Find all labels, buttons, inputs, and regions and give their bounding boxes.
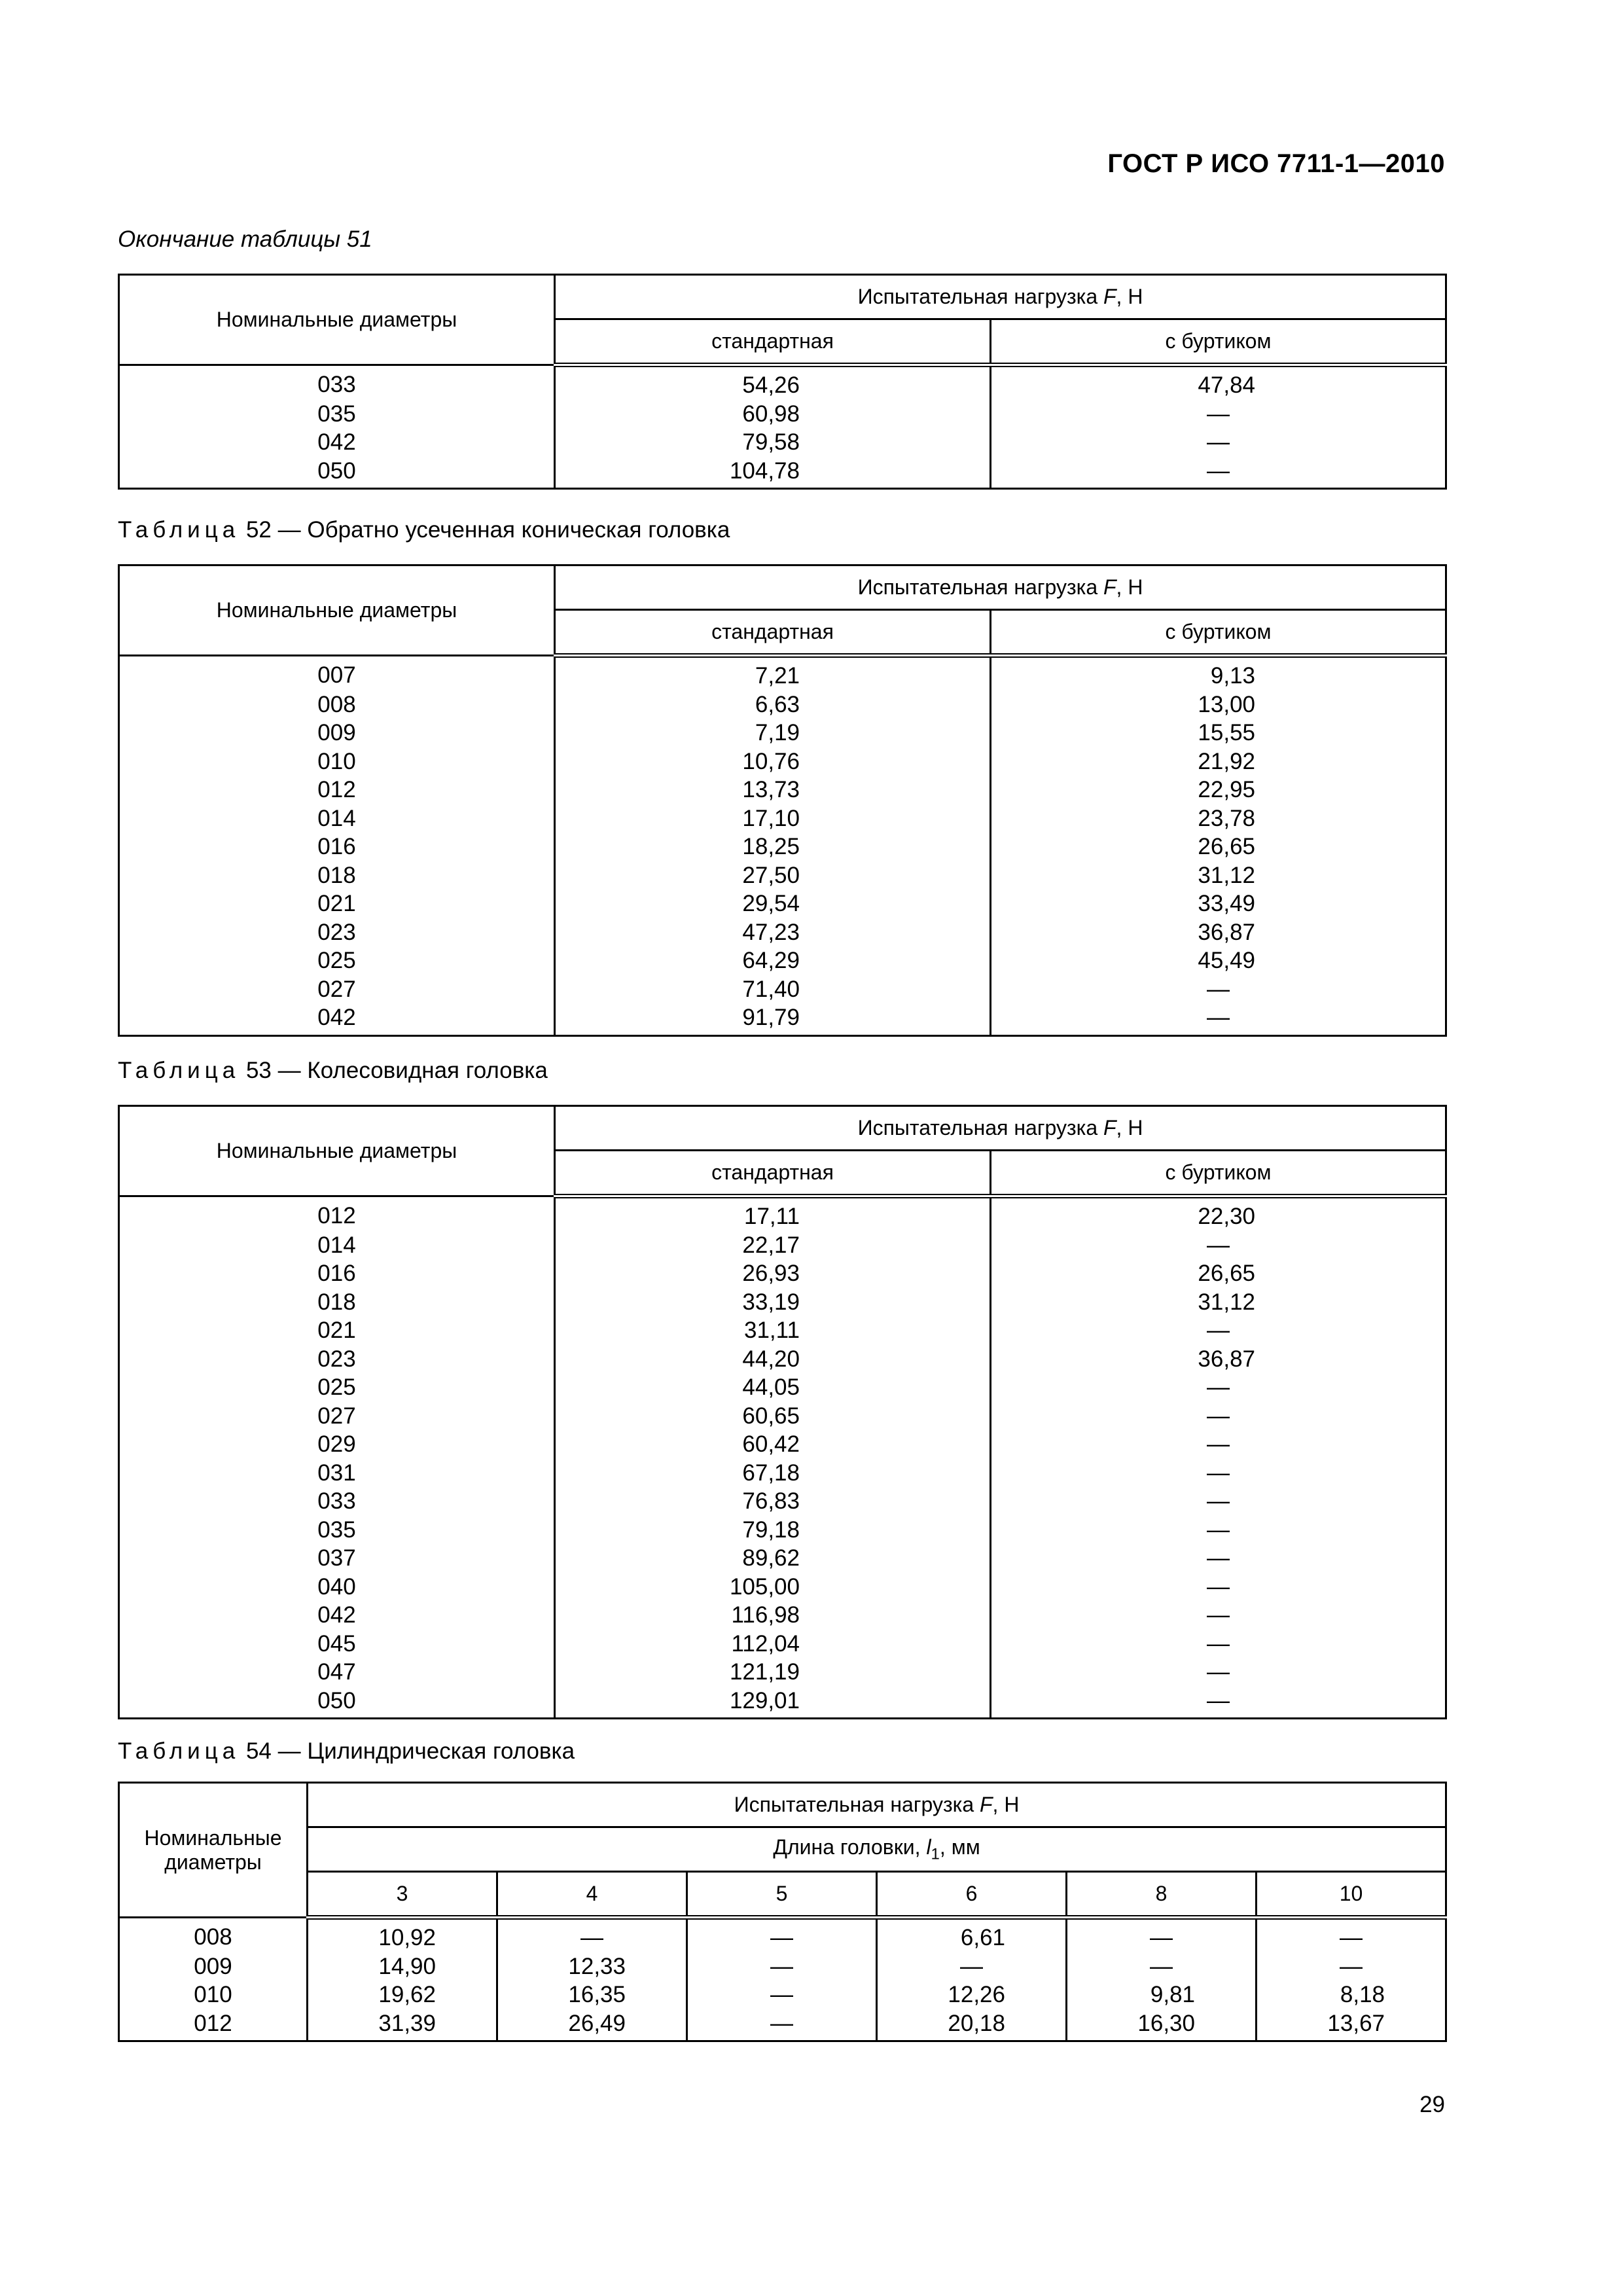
standard-load-cell: 7,21 [555,656,991,691]
diameter-cell: 009 [119,719,555,747]
table-54-caption [118,1738,575,1765]
table-row [119,1003,1446,1035]
load-cell: — [687,1981,877,2009]
table-row [119,1601,1446,1630]
collar-load-cell: — [991,1402,1446,1431]
diameter-cell: 050 [119,1687,555,1719]
collar-load-cell: — [991,1658,1446,1687]
collar-load-cell: 13,00 [991,691,1446,719]
diameter-cell: 042 [119,1003,555,1035]
table-row [119,975,1446,1004]
load-header: Испытательная нагрузка F, Н [555,275,1446,319]
load-cell: — [497,1918,687,1952]
table-row [119,1630,1446,1659]
standard-load-cell: 60,42 [555,1430,991,1459]
diameter-cell: 031 [119,1459,555,1488]
collar-load-cell: — [991,428,1446,457]
collar-load-cell: 31,12 [991,861,1446,890]
length-header: Длина головки, $l_1$, мм [308,1827,1446,1872]
table-row [119,1918,1446,1952]
diameter-cell: 050 [119,457,555,489]
standard-load-cell: 60,65 [555,1402,991,1431]
standard-load-cell: 17,10 [555,804,991,833]
table-row [119,776,1446,804]
diameter-cell: 007 [119,656,555,691]
diameter-cell: 042 [119,428,555,457]
standard-load-cell: 67,18 [555,1459,991,1488]
table-title: 54 — Цилиндрическая головка [245,1738,575,1764]
diameter-header-line1: Номинальные [144,1825,282,1850]
table-52-caption [118,517,730,543]
standard-load-cell: 89,62 [555,1544,991,1573]
diameter-cell: 012 [119,776,555,804]
diameter-cell: 016 [119,833,555,861]
standard-load-cell: 105,00 [555,1573,991,1602]
table-row [119,428,1446,457]
length-values-row [119,1872,1446,1918]
load-cell: — [1067,1952,1257,1981]
table-row [119,400,1446,429]
collar-load-cell: 36,87 [991,918,1446,947]
load-cell: — [1067,1918,1257,1952]
standard-load-cell: 116,98 [555,1601,991,1630]
table-51-caption: Окончание таблицы 51 [118,226,372,252]
table-row [119,1402,1446,1431]
collar-load-cell: 22,30 [991,1196,1446,1231]
table-51-body [119,365,1446,489]
table-label: Таблица [118,1058,240,1083]
collar-load-cell: — [991,457,1446,489]
table-row [119,1687,1446,1719]
diameter-cell: 008 [119,691,555,719]
collar-load-cell: 26,65 [991,833,1446,861]
standard-load-cell: 44,20 [555,1345,991,1374]
table-row [119,889,1446,918]
load-cell: 6,61 [877,1918,1067,1952]
collar-load-cell: — [991,1544,1446,1573]
standard-load-cell: 79,58 [555,428,991,457]
collar-load-cell: — [991,1601,1446,1630]
diameter-cell: 012 [119,1196,555,1231]
diameter-header: Номинальные диаметры [119,565,555,656]
standard-load-cell: 26,93 [555,1259,991,1288]
collar-load-cell: — [991,1573,1446,1602]
diameter-header [119,1783,308,1918]
table-row [119,1459,1446,1488]
table-row [119,1196,1446,1231]
standard-load-cell: 29,54 [555,889,991,918]
collar-load-cell: — [991,400,1446,429]
collar-load-cell: 47,84 [991,365,1446,400]
diameter-cell: 033 [119,365,555,400]
standard-load-cell: 33,19 [555,1288,991,1317]
table-54-body [119,1918,1446,2041]
collar-load-cell: 45,49 [991,946,1446,975]
table-label: Таблица [118,517,240,543]
collar-load-cell: 23,78 [991,804,1446,833]
table-53 [118,1105,1447,1719]
table-53-body [119,1196,1446,1719]
table-row [119,804,1446,833]
diameter-cell: 014 [119,804,555,833]
diameter-cell: 037 [119,1544,555,1573]
load-cell: 13,67 [1257,2009,1446,2041]
diameter-cell: 025 [119,1373,555,1402]
table-row [119,1544,1446,1573]
diameter-cell: 016 [119,1259,555,1288]
standard-load-cell: 7,19 [555,719,991,747]
table-row [119,1345,1446,1374]
load-cell: 8,18 [1257,1981,1446,2009]
table-row [119,1658,1446,1687]
collar-load-cell: — [991,1316,1446,1345]
diameter-cell: 018 [119,1288,555,1317]
standard-load-cell: 60,98 [555,400,991,429]
diameter-cell: 010 [119,747,555,776]
collar-load-cell: — [991,1630,1446,1659]
standard-load-cell: 121,19 [555,1658,991,1687]
diameter-cell: 027 [119,975,555,1004]
load-header: Испытательная нагрузка F, Н [308,1783,1446,1827]
table-title: 52 — Обратно усеченная коническая головка [245,517,730,543]
diameter-cell: 014 [119,1231,555,1260]
table-row [119,1430,1446,1459]
collar-header: с буртиком [991,610,1446,656]
diameter-header: Номинальные диаметры [119,275,555,365]
diameter-cell: 010 [119,1981,308,2009]
table-54 [118,1782,1447,2042]
standard-load-cell: 129,01 [555,1687,991,1719]
standard-load-cell: 91,79 [555,1003,991,1035]
collar-load-cell: — [991,975,1446,1004]
length-value-header: 6 [877,1872,1067,1918]
load-cell: — [877,1952,1067,1981]
diameter-cell: 021 [119,1316,555,1345]
standard-load-cell: 54,26 [555,365,991,400]
load-cell: 31,39 [308,2009,497,2041]
standard-load-cell: 13,73 [555,776,991,804]
collar-header: с буртиком [991,1151,1446,1196]
table-row [119,1288,1446,1317]
load-header: Испытательная нагрузка F, Н [555,565,1446,610]
standard-load-cell: 47,23 [555,918,991,947]
standard-code: ГОСТ Р ИСО 7711-1—2010 [1107,149,1445,178]
table-row [119,365,1446,400]
table-row [119,918,1446,947]
diameter-cell: 018 [119,861,555,890]
diameter-cell: 021 [119,889,555,918]
standard-load-cell: 44,05 [555,1373,991,1402]
diameter-header-line2: диаметры [164,1850,262,1874]
load-cell: 12,33 [497,1952,687,1981]
collar-load-cell: — [991,1231,1446,1260]
load-cell: — [687,1952,877,1981]
collar-load-cell: 26,65 [991,1259,1446,1288]
collar-load-cell: 33,49 [991,889,1446,918]
length-value-header: 5 [687,1872,877,1918]
table-row [119,1373,1446,1402]
table-row [119,747,1446,776]
collar-load-cell: 22,95 [991,776,1446,804]
table-row [119,1516,1446,1545]
length-value-header: 8 [1067,1872,1257,1918]
table-row [119,1952,1446,1981]
load-cell: 26,49 [497,2009,687,2041]
standard-load-cell: 31,11 [555,1316,991,1345]
table-52-body [119,656,1446,1036]
collar-load-cell: 9,13 [991,656,1446,691]
standard-header: стандартная [555,610,991,656]
table-label: Таблица [118,1738,240,1764]
standard-load-cell: 79,18 [555,1516,991,1545]
diameter-cell: 008 [119,1918,308,1952]
standard-load-cell: 17,11 [555,1196,991,1231]
table-row [119,946,1446,975]
diameter-cell: 035 [119,400,555,429]
load-cell: — [1257,1918,1446,1952]
collar-load-cell: 31,12 [991,1288,1446,1317]
load-cell: — [1257,1952,1446,1981]
standard-load-cell: 104,78 [555,457,991,489]
load-cell: — [687,2009,877,2041]
diameter-cell: 009 [119,1952,308,1981]
diameter-cell: 035 [119,1516,555,1545]
table-title: 53 — Колесовидная головка [245,1058,548,1083]
table-row [119,691,1446,719]
diameter-cell: 040 [119,1573,555,1602]
standard-header: стандартная [555,319,991,365]
diameter-header: Номинальные диаметры [119,1106,555,1196]
standard-load-cell: 64,29 [555,946,991,975]
load-cell: 12,26 [877,1981,1067,2009]
standard-load-cell: 112,04 [555,1630,991,1659]
collar-load-cell: 36,87 [991,1345,1446,1374]
standard-load-cell: 71,40 [555,975,991,1004]
collar-load-cell: — [991,1487,1446,1516]
table-51 [118,274,1447,490]
collar-load-cell: — [991,1687,1446,1719]
collar-header: с буртиком [991,319,1446,365]
diameter-cell: 029 [119,1430,555,1459]
diameter-cell: 023 [119,918,555,947]
page-number: 29 [1419,2092,1445,2117]
table-row [119,1259,1446,1288]
collar-load-cell: 21,92 [991,747,1446,776]
standard-load-cell: 27,50 [555,861,991,890]
standard-load-cell: 22,17 [555,1231,991,1260]
diameter-cell: 025 [119,946,555,975]
length-value-header: 3 [308,1872,497,1918]
length-value-header: 4 [497,1872,687,1918]
diameter-cell: 033 [119,1487,555,1516]
table-53-caption [118,1058,548,1084]
standard-header: стандартная [555,1151,991,1196]
load-cell: 19,62 [308,1981,497,2009]
collar-load-cell: — [991,1430,1446,1459]
table-row [119,457,1446,489]
standard-load-cell: 6,63 [555,691,991,719]
diameter-cell: 027 [119,1402,555,1431]
table-row [119,1316,1446,1345]
load-cell: 14,90 [308,1952,497,1981]
table-row [119,1487,1446,1516]
collar-load-cell: — [991,1516,1446,1545]
load-cell: 9,81 [1067,1981,1257,2009]
table-row [119,1573,1446,1602]
load-cell: 16,30 [1067,2009,1257,2041]
collar-load-cell: — [991,1459,1446,1488]
collar-load-cell: — [991,1003,1446,1035]
load-cell: 16,35 [497,1981,687,2009]
table-row [119,1981,1446,2009]
table-row [119,656,1446,691]
load-header: Испытательная нагрузка F, Н [555,1106,1446,1151]
diameter-cell: 023 [119,1345,555,1374]
diameter-cell: 047 [119,1658,555,1687]
diameter-cell: 045 [119,1630,555,1659]
table-52 [118,564,1447,1037]
load-cell: — [687,1918,877,1952]
standard-load-cell: 18,25 [555,833,991,861]
table-row [119,833,1446,861]
table-row [119,719,1446,747]
table-row [119,861,1446,890]
table-row [119,2009,1446,2041]
load-cell: 20,18 [877,2009,1067,2041]
standard-load-cell: 10,76 [555,747,991,776]
length-value-header: 10 [1257,1872,1446,1918]
diameter-cell: 042 [119,1601,555,1630]
collar-load-cell: 15,55 [991,719,1446,747]
table-row [119,1231,1446,1260]
load-cell: 10,92 [308,1918,497,1952]
standard-load-cell: 76,83 [555,1487,991,1516]
diameter-cell: 012 [119,2009,308,2041]
collar-load-cell: — [991,1373,1446,1402]
